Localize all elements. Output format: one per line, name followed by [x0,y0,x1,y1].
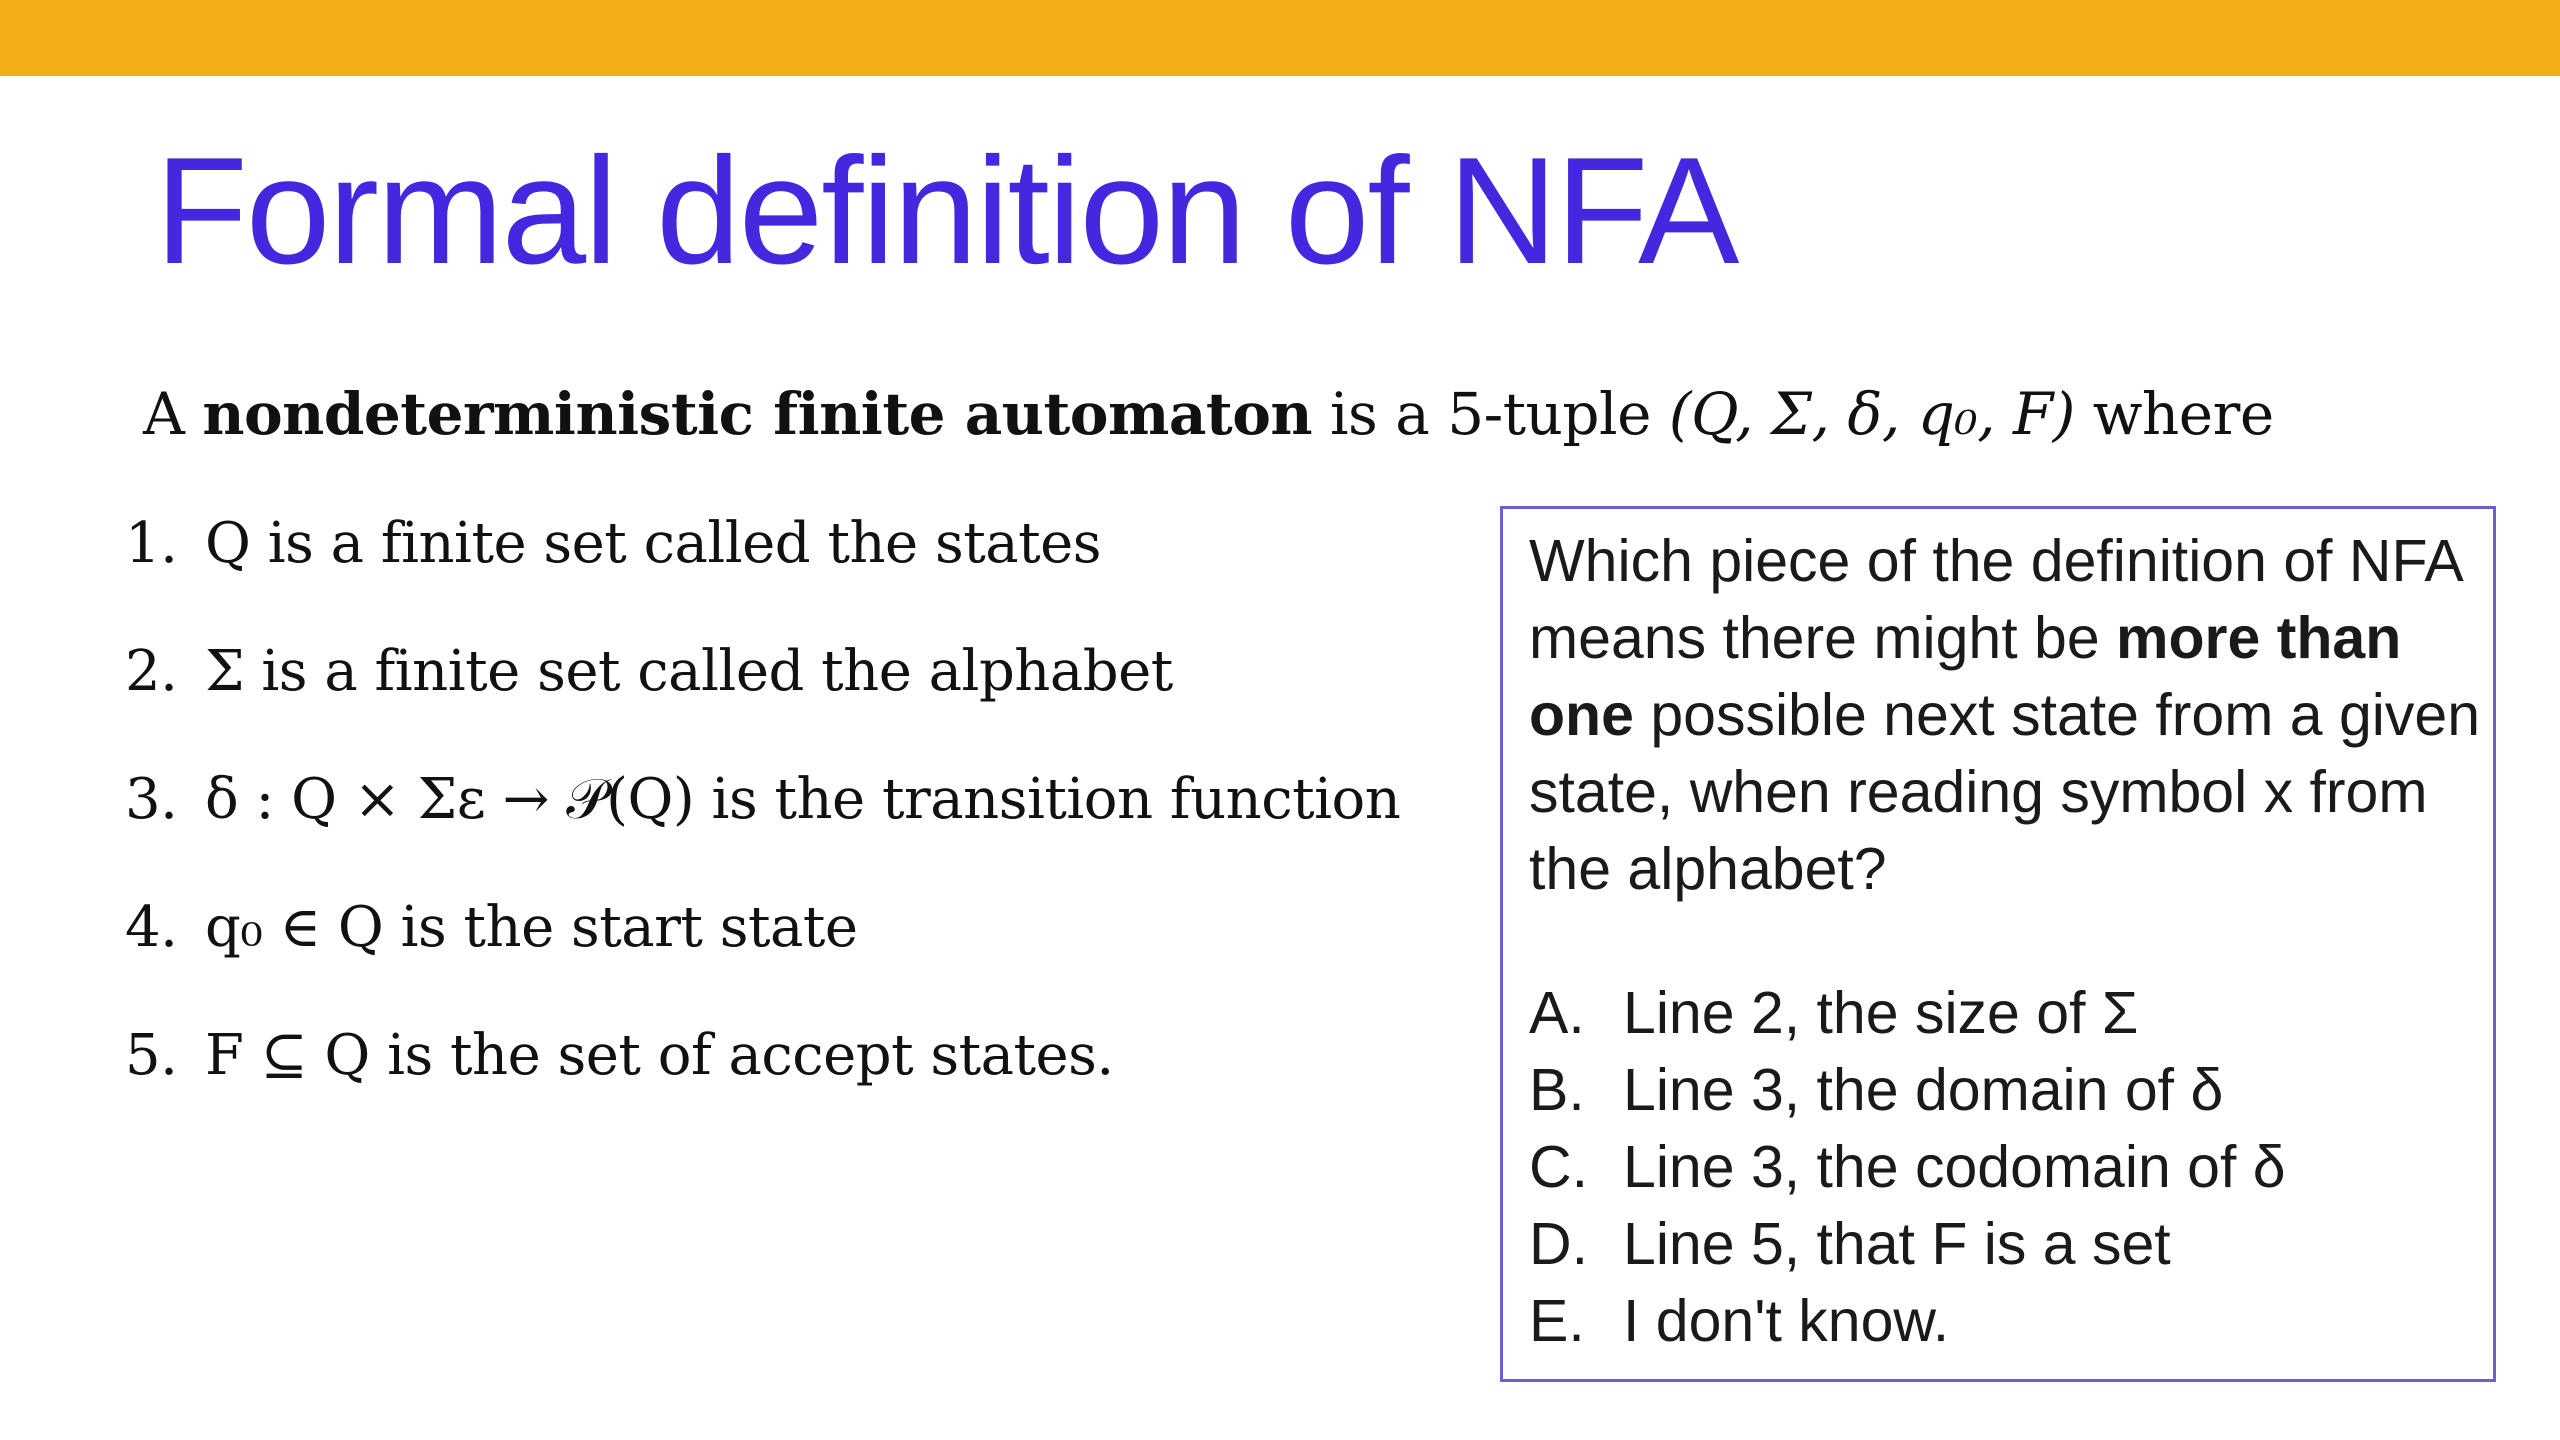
definition-item-number: 2. [125,639,178,704]
intro-term: nondeterministic finite automaton [202,380,1313,448]
question-text-bold: more than one [1529,605,2402,748]
definition-item-5 [125,1022,1400,1150]
option-text: Line 5, that F is a set [1623,1211,2171,1277]
definition-intro [143,380,2274,450]
intro-suffix: where [2092,380,2274,448]
definition-item-number: 5. [125,1023,178,1088]
option-text: Line 3, the domain of δ [1623,1057,2224,1123]
question-text [1529,523,2489,908]
definition-item-1 [125,510,1400,638]
intro-tuple: (Q, Σ, δ, q₀, F) [1668,380,2075,448]
top-accent-bar [0,0,2560,76]
answer-option-d[interactable] [1529,1206,2286,1283]
definition-list [125,510,1400,1150]
option-letter: D. [1529,1211,1588,1277]
question-text-after: possible next state from a given state, when reading symbol x from the alphabet? [1529,682,2481,902]
option-letter: B. [1529,1057,1585,1123]
answer-option-e[interactable] [1529,1283,2286,1360]
answer-option-c[interactable] [1529,1129,2286,1206]
answer-option-b[interactable] [1529,1052,2286,1129]
definition-item-number: 4. [125,895,178,960]
definition-item-2 [125,638,1400,766]
answer-option-a[interactable] [1529,975,2286,1052]
intro-middle: is a 5-tuple [1329,380,1651,448]
option-letter: C. [1529,1134,1588,1200]
option-text: Line 2, the size of Σ [1623,980,2139,1046]
definition-item-number: 3. [125,767,178,832]
option-text: I don't know. [1623,1288,1950,1354]
definition-item-text: F ⊆ Q is the set of accept states. [205,1023,1114,1088]
question-text-before: Which piece of the definition of NFA means there might be [1529,528,2461,671]
definition-item-text: q₀ ∈ Q is the start state [205,895,858,960]
definition-item-text: Q is a finite set called the states [205,511,1101,576]
option-letter: A. [1529,980,1585,1046]
definition-item-number: 1. [125,511,178,576]
definition-item-3 [125,766,1400,894]
definition-item-text: δ : Q × Σε → 𝒫(Q) is the transition function [205,767,1401,832]
question-box [1500,506,2496,1382]
answer-options [1529,975,2286,1360]
definition-item-text: Σ is a finite set called the alphabet [205,639,1173,704]
slide-title: Formal definition of NFA [155,126,1738,296]
option-text: Line 3, the codomain of δ [1623,1134,2286,1200]
intro-prefix: A [143,380,185,448]
option-letter: E. [1529,1288,1585,1354]
definition-item-4 [125,894,1400,1022]
